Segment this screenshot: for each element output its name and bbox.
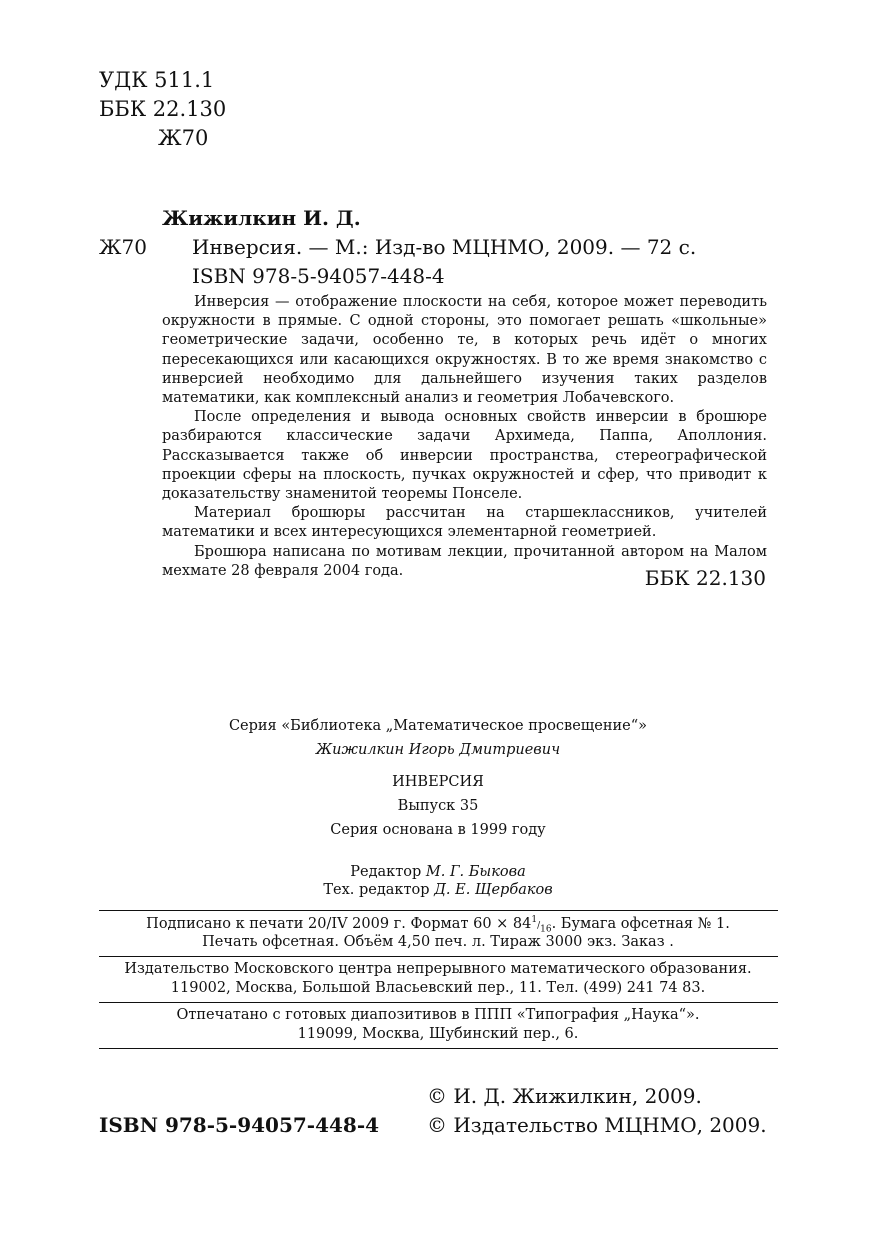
udk-code: УДК 511.1	[99, 68, 215, 92]
author-heading: Жижилкин И. Д.	[162, 206, 361, 230]
divider	[99, 956, 778, 957]
bbk-code-top: ББК 22.130	[99, 97, 227, 121]
copyright-publisher: © Издательство МЦНМО, 2009.	[427, 1113, 767, 1137]
isbn-line: ISBN 978-5-94057-448-4	[192, 264, 445, 288]
tech-editor-line	[0, 882, 876, 898]
tech-editor-name: Д. Е. Щербаков	[434, 882, 553, 898]
print-info-line-2: Печать офсетная. Объём 4,50 печ. л. Тираж 3000 экз. Заказ .	[202, 934, 674, 950]
author-full-name: Жижилкин Игорь Дмитриевич	[315, 742, 561, 758]
fraction-denominator: 16	[540, 924, 552, 935]
divider	[99, 1048, 778, 1049]
author-code-left: Ж70	[99, 235, 147, 259]
book-title: ИНВЕРСИЯ	[392, 774, 484, 790]
printer-address: 119099, Москва, Шубинский пер., 6.	[297, 1026, 579, 1042]
abstract-paragraph: Инверсия — отображение плоскости на себя, которое может переводить окружности в прямые. С одной стороны, это помогает решать «школьные» геометрические задачи, особенно те, в которых речь идёт о многих пересекающихся или касающихся окружностях. В то же время знакомство с инверсией необходимо для дальнейшего изучения таких разделов математики, как комплексный анализ и геометрия Лобачевского.	[162, 294, 767, 407]
isbn-bottom: ISBN 978-5-94057-448-4	[99, 1113, 380, 1137]
bbk-code-right: ББК 22.130	[644, 566, 766, 590]
editor-line	[0, 864, 876, 880]
publisher-address: 119002, Москва, Большой Власьевский пер., 11. Тел. (499) 241 74 83.	[170, 980, 706, 996]
abstract	[162, 293, 767, 581]
series-line: Серия «Библиотека „Математическое просвещение“»	[228, 718, 648, 734]
fraction-numerator: 1	[531, 915, 538, 925]
abstract-paragraph: Брошюра написана по мотивам лекции, прочитанной автором на Малом мехмате 28 февраля 2004 года.	[162, 543, 767, 579]
issue-number: Выпуск 35	[397, 798, 479, 814]
copyright-author: © И. Д. Жижилкин, 2009.	[427, 1084, 702, 1108]
print-info-text: . Бумага офсетная № 1.	[551, 915, 730, 932]
author-code-top: Ж70	[158, 126, 209, 150]
divider	[99, 1002, 778, 1003]
abstract-paragraph: После определения и вывода основных свойств инверсии в брошюре разбираются классические задачи Архимеда, Паппа, Аполлония. Рассказывается также об инверсии пространства, стереографической проекции сферы на плоскость, пучках окружностей и сфер, что приводит к доказательству знаменитой теоремы Понселе.	[162, 409, 767, 503]
editor-label: Редактор	[350, 864, 422, 880]
print-info-text: Подписано к печати 20/IV 2009 г. Формат 60 × 84	[146, 915, 532, 932]
editor-name: М. Г. Быкова	[425, 864, 526, 880]
title-line: Инверсия. — М.: Изд-во МЦНМО, 2009. — 72 с.	[192, 235, 697, 259]
series-founded: Серия основана в 1999 году	[330, 822, 546, 838]
publisher-line: Издательство Московского центра непрерывного математического образования.	[124, 961, 752, 977]
printer-line: Отпечатано с готовых диапозитивов в ППП «Типография „Наука“».	[176, 1007, 700, 1023]
tech-editor-label: Тех. редактор	[323, 882, 430, 898]
print-info-line: Подписано к печати 20/IV 2009 г. Формат $60 \times 84^1/_{16}$. Бумага офсетная № 1.	[146, 915, 730, 935]
divider	[99, 910, 778, 911]
abstract-paragraph: Материал брошюры рассчитан на старшеклассников, учителей математики и всех интересующихся элементарной геометрией.	[162, 505, 767, 541]
